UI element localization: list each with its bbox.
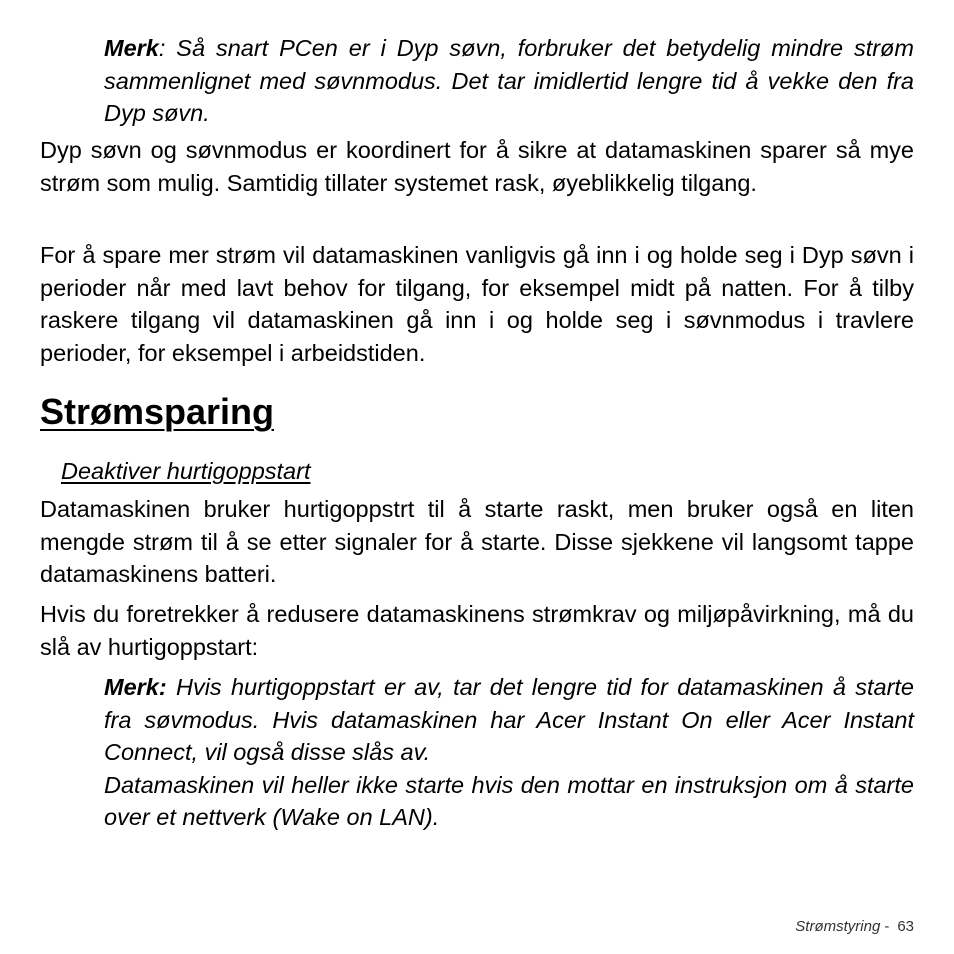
page-number: 63 (897, 918, 914, 935)
paragraph-power-saving: For å spare mer strøm vil datamaskinen vanligvis gå inn i og holde seg i Dyp søvn i perioder når med lavt behov for tilgang, for eksempel midt på natten. For å tilby raskere tilgang vil datamaskinen gå inn i og holde seg i søvnmodus i travlere perioder, for eksempel i arbeidstiden. (40, 242, 914, 366)
paragraph-fast-startup: Datamaskinen bruker hurtigoppstrt til å starte raskt, men bruker også en liten mengde strøm til å se etter signaler for å starte. Disse sjekkene vil langsomt tappe datamaskinens batteri. (40, 496, 914, 587)
section-heading: Strømsparing (40, 391, 275, 432)
note-label: Merk (104, 35, 159, 61)
subsection-link[interactable]: Deaktiver hurtigoppstart (61, 458, 311, 484)
note-text: Hvis hurtigoppstart er av, tar det lengre tid for datamaskinen å starte fra søvmodus. Hvis datamaskinen har Acer Instant On eller Acer Instant Connect, vil også disse slås av. (104, 674, 914, 765)
note-text: : Så snart PCen er i Dyp søvn, forbruker det betydelig mindre strøm sammenlignet med søvnmodus. Det tar imidlertid lengre tid å vekke den fra Dyp søvn. (104, 35, 914, 126)
note-label: Merk: (104, 674, 167, 700)
footer-separator: - (884, 918, 890, 935)
paragraph-disable-instruction: Hvis du foretrekker å redusere datamaskinens strømkrav og miljøpåvirkning, må du slå av hurtigoppstart: (40, 601, 914, 660)
note-deep-sleep (104, 32, 914, 130)
note-text-wake-on-lan: Datamaskinen vil heller ikke starte hvis den mottar en instruksjon om å starte over et nettverk (Wake on LAN). (104, 771, 914, 830)
footer-chapter-title: Strømstyring (795, 918, 881, 935)
note-fast-startup (104, 671, 914, 834)
paragraph-coordination: Dyp søvn og søvnmodus er koordinert for å sikre at datamaskinen sparer så mye strøm som mulig. Samtidig tillater systemet rask, øyeblikkelig tilgang. (40, 137, 914, 196)
page-footer (795, 917, 914, 937)
